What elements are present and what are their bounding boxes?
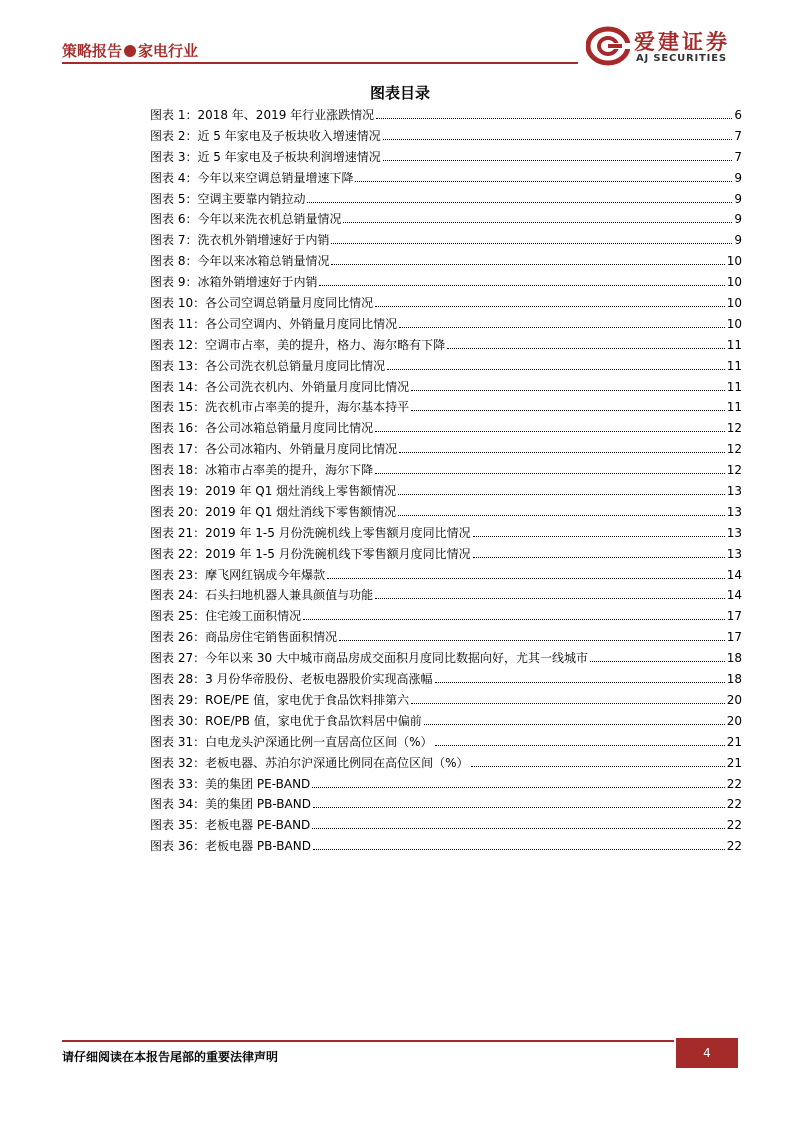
toc-entry-page: 6 xyxy=(734,108,742,122)
toc-entry[interactable] xyxy=(150,482,742,503)
toc-entry-title: 今年以来冰箱总销量情况 xyxy=(197,254,330,269)
toc-leader-dots xyxy=(424,715,725,725)
toc-entry-label: 图表 5： xyxy=(150,191,198,206)
toc-entry-title: 各公司洗衣机总销量月度同比情况 xyxy=(205,358,386,373)
toc-entry-page: 10 xyxy=(726,254,742,269)
toc-entry-title: 近 5 年家电及子板块收入增速情况 xyxy=(197,128,381,143)
toc-entry-page: 22 xyxy=(726,839,742,854)
toc-entry-page: 9 xyxy=(734,233,742,248)
toc-entry[interactable] xyxy=(150,712,742,733)
toc-entry-title: 各公司冰箱内、外销量月度同比情况 xyxy=(205,442,398,457)
toc-leader-dots xyxy=(339,631,725,641)
logo-english-name: AJ SECURITIES xyxy=(636,53,727,64)
toc-entry-page: 7 xyxy=(734,149,742,164)
toc-leader-dots xyxy=(303,610,725,620)
toc-entry[interactable] xyxy=(150,607,742,628)
toc-entry-title: 各公司洗衣机内、外销量月度同比情况 xyxy=(205,379,410,394)
toc-entry[interactable] xyxy=(150,252,742,273)
toc-entry-label: 图表 36： xyxy=(150,839,206,854)
toc-title: 图表目录 xyxy=(369,84,430,102)
toc-entry-title: 2018 年、2019 年行业涨跌情况 xyxy=(197,108,375,122)
toc-leader-dots xyxy=(473,548,725,558)
toc-entry[interactable] xyxy=(150,210,742,231)
toc-entry-label: 图表 12： xyxy=(150,337,206,352)
toc-leader-dots xyxy=(399,443,725,453)
toc-entry-label: 图表 16： xyxy=(150,421,206,436)
toc-leader-dots xyxy=(398,506,725,516)
toc-entry-label: 图表 14： xyxy=(150,379,206,394)
toc-entry[interactable] xyxy=(150,378,742,399)
toc-entry[interactable] xyxy=(150,231,742,252)
toc-entry-title: 美的集团 PE-BAND xyxy=(205,776,311,791)
toc-entry-title: 老板电器 PB-BAND xyxy=(205,839,311,854)
legal-disclaimer: 请仔细阅读在本报告尾部的重要法律声明 xyxy=(62,1050,279,1064)
toc-entry-title: 美的集团 PB-BAND xyxy=(205,797,311,812)
toc-entry-label: 图表 4： xyxy=(150,170,198,185)
toc-entry-page: 22 xyxy=(726,797,742,812)
toc-entry-title: 空调市占率，美的提升，格力、海尔略有下降 xyxy=(205,337,446,352)
toc-entry[interactable] xyxy=(150,795,742,816)
toc-leader-dots xyxy=(473,527,725,537)
toc-entry-label: 图表 7： xyxy=(150,233,198,248)
toc-entry-label: 图表 15： xyxy=(150,400,206,415)
toc-entry-page: 10 xyxy=(726,316,742,331)
toc-entry-label: 图表 10： xyxy=(150,296,206,311)
toc-entry-page: 12 xyxy=(726,442,742,457)
toc-entry-page: 7 xyxy=(734,128,742,143)
toc-entry-page: 9 xyxy=(734,170,742,185)
toc-entry-label: 图表 32： xyxy=(150,755,206,770)
toc-entry[interactable] xyxy=(150,775,742,796)
logo-chinese-name: 爱建证券 xyxy=(634,29,730,54)
toc-entry-page: 20 xyxy=(726,713,742,728)
toc-entry[interactable] xyxy=(150,503,742,524)
toc-entry-label: 图表 8： xyxy=(150,254,198,269)
toc-entry[interactable] xyxy=(150,127,742,148)
toc-list xyxy=(150,106,742,858)
toc-entry-page: 18 xyxy=(726,651,742,666)
toc-entry-title: 冰箱外销增速好于内销 xyxy=(197,275,318,290)
toc-entry-label: 图表 21： xyxy=(150,525,206,540)
toc-entry-label: 图表 3： xyxy=(150,149,198,164)
toc-entry-label: 图表 28： xyxy=(150,672,206,687)
toc-entry[interactable] xyxy=(150,315,742,336)
header-divider xyxy=(62,62,578,64)
toc-entry-page: 14 xyxy=(726,588,742,603)
toc-entry-label: 图表 27： xyxy=(150,651,206,666)
toc-entry-title: 2019 年 Q1 烟灶消线上零售额情况 xyxy=(205,484,397,499)
toc-entry-page: 10 xyxy=(726,275,742,290)
toc-entry-page: 21 xyxy=(726,734,742,749)
toc-leader-dots xyxy=(312,778,724,788)
toc-entry-page: 11 xyxy=(726,379,742,394)
toc-entry-page: 20 xyxy=(726,692,742,707)
toc-leader-dots xyxy=(313,840,725,850)
toc-entry-title: ROE/PB 值，家电优于食品饮料居中偏前 xyxy=(205,713,422,728)
toc-leader-dots xyxy=(307,193,732,203)
report-category: 策略报告 xyxy=(62,42,123,60)
toc-entry[interactable] xyxy=(150,524,742,545)
toc-entry[interactable] xyxy=(150,545,742,566)
toc-leader-dots xyxy=(411,694,725,704)
toc-entry-page: 14 xyxy=(726,567,742,582)
toc-leader-dots xyxy=(355,172,732,182)
toc-entry-label: 图表 33： xyxy=(150,776,206,791)
toc-entry[interactable] xyxy=(150,649,742,670)
toc-entry-label: 图表 24： xyxy=(150,588,206,603)
toc-entry[interactable] xyxy=(150,691,742,712)
toc-entry-label: 图表 29： xyxy=(150,692,206,707)
toc-entry-label: 图表 35： xyxy=(150,818,206,833)
toc-entry-page: 18 xyxy=(726,672,742,687)
toc-leader-dots xyxy=(375,297,725,307)
toc-leader-dots xyxy=(319,276,724,286)
toc-entry[interactable] xyxy=(150,106,742,127)
toc-entry[interactable] xyxy=(150,294,742,315)
toc-entry-title: 摩飞网红锅成今年爆款 xyxy=(205,567,326,582)
toc-entry-page: 17 xyxy=(726,630,742,645)
toc-entry[interactable] xyxy=(150,148,742,169)
toc-entry-page: 10 xyxy=(726,296,742,311)
toc-entry[interactable] xyxy=(150,816,742,837)
toc-entry[interactable] xyxy=(150,670,742,691)
toc-leader-dots xyxy=(398,485,725,495)
toc-entry-page: 21 xyxy=(726,755,742,770)
toc-leader-dots xyxy=(383,130,733,140)
toc-entry-label: 图表 6： xyxy=(150,212,198,227)
toc-entry-label: 图表 2： xyxy=(150,128,198,143)
toc-entry-title: 2019 年 1-5 月份洗碗机线上零售额月度同比情况 xyxy=(205,525,471,540)
toc-entry-label: 图表 22： xyxy=(150,546,206,561)
toc-entry[interactable] xyxy=(150,273,742,294)
toc-leader-dots xyxy=(331,255,724,265)
footer-divider xyxy=(62,1040,674,1042)
toc-entry-title: 今年以来洗衣机总销量情况 xyxy=(197,212,342,227)
toc-entry-label: 图表 13： xyxy=(150,358,206,373)
toc-entry-title: 洗衣机外销增速好于内销 xyxy=(197,233,330,248)
toc-leader-dots xyxy=(387,360,725,370)
toc-entry-title: 商品房住宅销售面积情况 xyxy=(205,630,338,645)
toc-entry-title: 冰箱市占率美的提升，海尔下降 xyxy=(205,463,374,478)
toc-leader-dots xyxy=(383,151,733,161)
toc-entry-page: 13 xyxy=(726,546,742,561)
toc-leader-dots xyxy=(376,109,732,119)
toc-entry-title: 白电龙头沪深通比例一直居高位区间（%） xyxy=(205,734,433,749)
toc-entry-label: 图表 26： xyxy=(150,630,206,645)
toc-entry[interactable] xyxy=(150,586,742,607)
report-category-header xyxy=(62,40,198,61)
toc-entry-label: 图表 18： xyxy=(150,463,206,478)
toc-entry-label: 图表 23： xyxy=(150,567,206,582)
toc-entry[interactable] xyxy=(150,628,742,649)
toc-entry-title: 2019 年 Q1 烟灶消线下零售额情况 xyxy=(205,504,397,519)
toc-entry-title: 今年以来 30 大中城市商品房成交面积月度同比数据向好，尤其一线城市 xyxy=(205,651,588,666)
toc-leader-dots xyxy=(313,798,725,808)
toc-entry-label: 图表 19： xyxy=(150,484,206,499)
toc-entry[interactable] xyxy=(150,837,742,858)
toc-entry-page: 12 xyxy=(726,463,742,478)
toc-leader-dots xyxy=(590,652,725,662)
page-number: 4 xyxy=(676,1038,738,1068)
toc-entry-title: 2019 年 1-5 月份洗碗机线下零售额月度同比情况 xyxy=(205,546,471,561)
toc-entry-page: 13 xyxy=(726,525,742,540)
toc-entry-page: 22 xyxy=(726,776,742,791)
toc-entry-page: 12 xyxy=(726,421,742,436)
toc-entry[interactable] xyxy=(150,566,742,587)
toc-leader-dots xyxy=(471,757,725,767)
toc-leader-dots xyxy=(447,339,725,349)
toc-entry-title: 各公司空调内、外销量月度同比情况 xyxy=(205,316,398,331)
toc-leader-dots xyxy=(343,213,732,223)
toc-entry-label: 图表 9： xyxy=(150,275,198,290)
toc-entry[interactable] xyxy=(150,336,742,357)
toc-entry-page: 22 xyxy=(726,818,742,833)
toc-entry-page: 11 xyxy=(726,358,742,373)
toc-entry[interactable] xyxy=(150,357,742,378)
toc-leader-dots xyxy=(375,422,725,432)
toc-entry[interactable] xyxy=(150,190,742,211)
toc-entry-title: ROE/PE 值，家电优于食品饮料排第六 xyxy=(205,692,410,707)
toc-leader-dots xyxy=(399,318,725,328)
toc-leader-dots xyxy=(312,819,724,829)
toc-entry[interactable] xyxy=(150,754,742,775)
toc-entry-title: 各公司空调总销量月度同比情况 xyxy=(205,296,374,311)
toc-entry-page: 11 xyxy=(726,337,742,352)
toc-entry[interactable] xyxy=(150,398,742,419)
toc-entry-label: 图表 31： xyxy=(150,734,206,749)
toc-entry-title: 近 5 年家电及子板块利润增速情况 xyxy=(197,149,381,164)
industry-name: 家电行业 xyxy=(138,42,199,60)
toc-entry-page: 9 xyxy=(734,212,742,227)
toc-entry-title: 3 月份华帝股份、老板电器股价实现高涨幅 xyxy=(205,672,433,687)
toc-leader-dots xyxy=(411,381,725,391)
toc-entry[interactable] xyxy=(150,733,742,754)
toc-entry-page: 13 xyxy=(726,484,742,499)
company-logo-mark-icon xyxy=(586,26,630,66)
toc-entry-label: 图表 11： xyxy=(150,316,206,331)
toc-entry-title: 石头扫地机器人兼具颜值与功能 xyxy=(205,588,374,603)
toc-entry-label: 图表 1： xyxy=(150,108,198,122)
toc-leader-dots xyxy=(331,234,732,244)
toc-entry-title: 空调主要靠内销拉动 xyxy=(197,191,306,206)
toc-entry[interactable] xyxy=(150,419,742,440)
toc-entry[interactable] xyxy=(150,461,742,482)
toc-entry-page: 9 xyxy=(734,191,742,206)
toc-entry-page: 11 xyxy=(726,400,742,415)
toc-entry[interactable] xyxy=(150,169,742,190)
toc-entry-label: 图表 17： xyxy=(150,442,206,457)
toc-entry-title: 洗衣机市占率美的提升，海尔基本持平 xyxy=(205,400,410,415)
toc-entry-page: 17 xyxy=(726,609,742,624)
toc-leader-dots xyxy=(375,589,725,599)
toc-entry-title: 住宅竣工面积情况 xyxy=(205,609,302,624)
toc-entry-page: 13 xyxy=(726,504,742,519)
toc-entry-label: 图表 20： xyxy=(150,504,206,519)
toc-entry-label: 图表 30： xyxy=(150,713,206,728)
toc-entry-title: 老板电器、苏泊尔沪深通比例同在高位区间（%） xyxy=(205,755,469,770)
toc-entry[interactable] xyxy=(150,440,742,461)
toc-leader-dots xyxy=(435,736,725,746)
toc-leader-dots xyxy=(411,401,725,411)
toc-entry-title: 各公司冰箱总销量月度同比情况 xyxy=(205,421,374,436)
toc-entry-title: 今年以来空调总销量增速下降 xyxy=(197,170,354,185)
toc-leader-dots xyxy=(327,569,725,579)
toc-entry-label: 图表 34： xyxy=(150,797,206,812)
toc-entry-title: 老板电器 PE-BAND xyxy=(205,818,311,833)
toc-entry-label: 图表 25： xyxy=(150,609,206,624)
company-logo xyxy=(586,26,746,68)
toc-leader-dots xyxy=(375,464,725,474)
bullet-dot-icon xyxy=(124,45,136,57)
toc-leader-dots xyxy=(435,673,725,683)
